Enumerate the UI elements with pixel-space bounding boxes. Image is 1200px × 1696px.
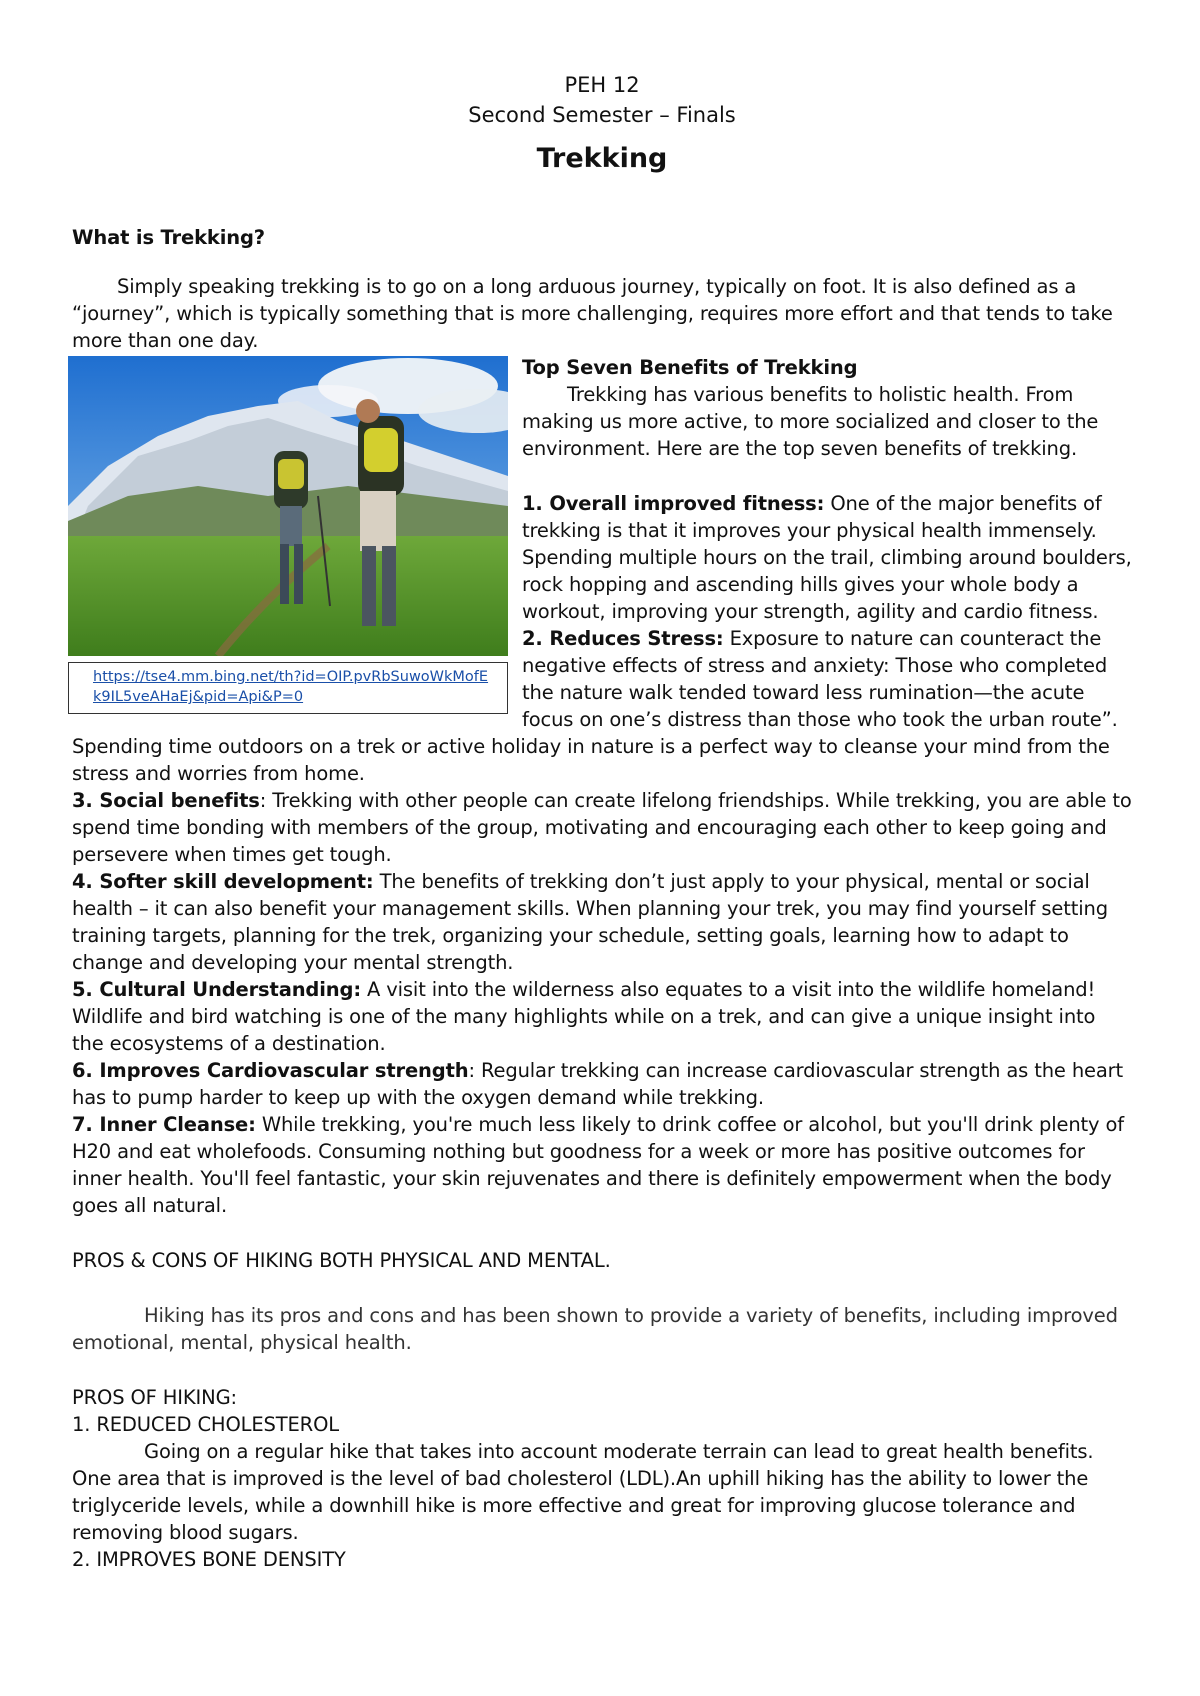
pros-heading: PROS OF HIKING: <box>72 1386 237 1409</box>
benefit-label: 2. Reduces Stress: <box>522 627 724 650</box>
benefit-text: Exposure to nature can counteract the negative effects of stress and anxiety: Those who completed the nature walk tended toward less rumination—the acute focus on one’s distress than those who took the urban route”. Spending time outdoors on a trek or active holiday in nature is a perfect way to cleanse your mind from the stress and worries from home. <box>72 627 1118 785</box>
benefit-label: 5. Cultural Understanding: <box>72 978 361 1001</box>
benefit-text: The benefits of trekking don’t just apply to your physical, mental or social health – it can also benefit your management skills. When planning your trek, you may find yourself setting training targets, planning for the trek, organizing your schedule, setting goals, learning how to adapt to change and developing your mental strength. <box>72 870 1108 974</box>
trekkers-mountain-photo <box>68 356 508 656</box>
benefit-text: One of the major benefits of trekking is that it improves your physical health immensely. Spending multiple hours on the trail, climbing around boulders, rock hopping and ascending hills gives your whole body a workout, improving your strength, agility and cardio fitness. <box>522 492 1132 623</box>
pros-item-title: 2. IMPROVES BONE DENSITY <box>72 1548 346 1571</box>
benefit-label: 7. Inner Cleanse: <box>72 1113 256 1136</box>
benefit-label: 1. Overall improved fitness: <box>522 492 825 515</box>
benefit-text: : Trekking with other people can create lifelong friendships. While trekking, you are able to spend time bonding with members of the group, motivating and encouraging each other to keep going and persevere when times get tough. <box>72 789 1132 866</box>
course-code: PEH 12 <box>564 73 640 97</box>
term-label: Second Semester – Finals <box>468 103 736 127</box>
section-heading-what-is: What is Trekking? <box>72 226 265 249</box>
pros-cons-heading: PROS & CONS OF HIKING BOTH PHYSICAL AND MENTAL. <box>72 1249 611 1272</box>
benefit-label: 4. Softer skill development: <box>72 870 374 893</box>
benefit-text: : Regular trekking can increase cardiovascular strength as the heart has to pump harder to keep up with the oxygen demand while trekking. <box>72 1059 1124 1109</box>
benefit-label: 3. Social benefits <box>72 789 260 812</box>
trek-figure <box>68 356 508 714</box>
benefit-item <box>72 868 1132 976</box>
benefits-heading: Top Seven Benefits of Trekking <box>522 356 858 379</box>
document-page <box>72 70 1132 1573</box>
benefit-text: A visit into the wilderness also equates to a visit into the wildlife homeland! Wildlife and bird watching is one of the many highlights while on a trek, and can give a unique insight into the ecosystems of a destination. <box>72 978 1096 1055</box>
benefit-item <box>72 1057 1132 1111</box>
pros-cons-intro: Hiking has its pros and cons and has been shown to provide a variety of benefits, including improved emotional, mental, physical health. <box>72 1304 1118 1354</box>
benefit-item <box>72 1111 1132 1219</box>
pros-item-body: Going on a regular hike that takes into account moderate terrain can lead to great health benefits. One area that is improved is the level of bad cholesterol (LDL).An uphill hiking has the ability to lower the triglyceride levels, while a downhill hike is more effective and great for improving glucose tolerance and removing blood sugars. <box>72 1440 1094 1544</box>
image-source-link[interactable]: https://tse4.mm.bing.net/th?id=OIP.pvRbSuwoWkMofEk9IL5veAHaEj&pid=Api&P=0 <box>68 662 508 714</box>
benefit-item <box>72 976 1132 1057</box>
benefit-text: While trekking, you're much less likely to drink coffee or alcohol, but you'll drink plenty of H20 and eat wholefoods. Consuming nothing but goodness for a week or more has positive outcomes for inner health. You'll feel fantastic, your skin rejuvenates and there is definitely empowerment when the body goes all natural. <box>72 1113 1124 1217</box>
pros-item-title: 1. REDUCED CHOLESTEROL <box>72 1413 339 1436</box>
benefit-label: 6. Improves Cardiovascular strength <box>72 1059 469 1082</box>
what-is-paragraph: Simply speaking trekking is to go on a long arduous journey, typically on foot. It is also defined as a “journey”, which is typically something that is more challenging, requires more effort and that tends to take more than one day. <box>72 275 1113 352</box>
document-title: Trekking <box>536 143 668 174</box>
benefit-item <box>72 787 1132 868</box>
benefits-intro: Trekking has various benefits to holistic health. From making us more active, to more socialized and closer to the environment. Here are the top seven benefits of trekking. <box>522 383 1099 460</box>
